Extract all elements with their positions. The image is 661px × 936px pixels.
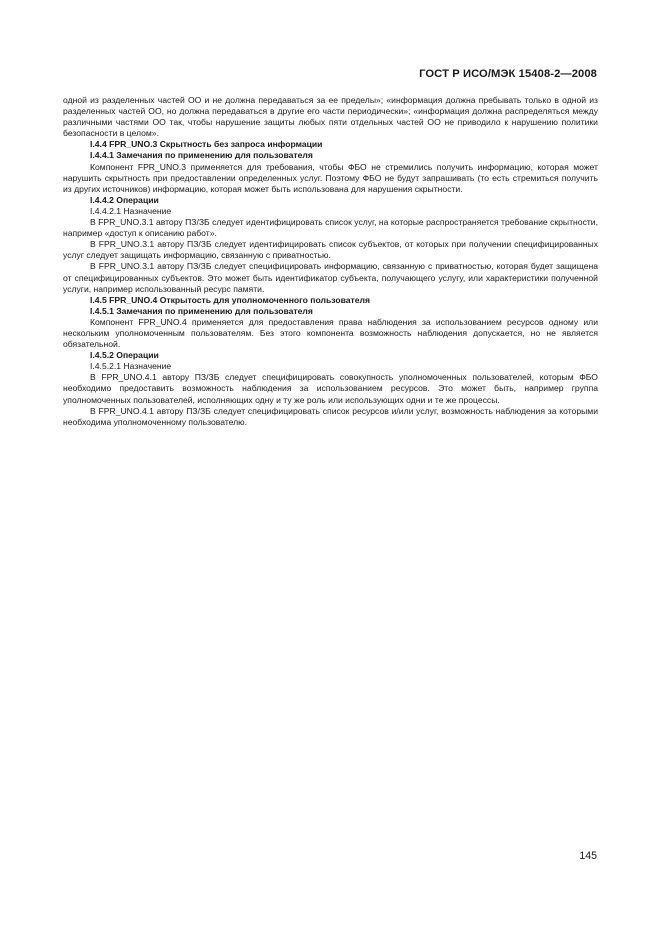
- subsection-heading-i-4-4-2: I.4.4.2 Операции: [90, 194, 159, 205]
- paragraph-fpr-uno3-usage: Компонент FPR_UNO.3 применяется для требования, чтобы ФБО не стремились получить информацию, которая может нарушить скрытность при предоставлении определенных услуг. Поэтому ФБО не будут запрашивать (то есть стремиться получить из других источников) информацию, которая может быть использована для нарушения скрытности.: [63, 161, 598, 194]
- subsection-heading-i-4-4-1: I.4.4.1 Замечания по применению для пользователя: [90, 150, 313, 161]
- paragraph-fpr-uno4-resources: В FPR_UNO.4.1 автору ПЗ/ЗБ следует специфицировать список ресурсов и/или услуг, возможность наблюдения за которыми необходима уполномоченному пользователю.: [63, 405, 598, 427]
- document-body: [63, 95, 598, 428]
- paragraph-fpr-uno3-subjects: В FPR_UNO.3.1 автору ПЗ/ЗБ следует идентифицировать список субъектов, от которых при получении специфицированных услуг следует защищать информацию, связанную с приватностью.: [63, 239, 598, 261]
- subsection-heading-i-4-5-2: I.4.5.2 Операции: [90, 350, 159, 361]
- section-heading-i-4-4: I.4.4 FPR_UNO.3 Скрытность без запроса информации: [90, 139, 323, 150]
- paragraph-fpr-uno4-users: В FPR_UNO.4.1 автору ПЗ/ЗБ следует специфицировать совокупность уполномоченных пользователей, которым ФБО необходимо предоставить возможность наблюдения за использованием ресурсов. Это может быть, например группа уполномоченных пользователей, исполняющих одну и ту же роль или использующих одни и те же процессы.: [63, 372, 598, 405]
- subsubsection-label-i-4-4-2-1: I.4.4.2.1 Назначение: [90, 205, 172, 216]
- subsection-heading-i-4-5-1: I.4.5.1 Замечания по применению для пользователя: [90, 305, 313, 316]
- paragraph-fpr-uno3-information: В FPR_UNO.3.1 автору ПЗ/ЗБ следует специфицировать информацию, связанную с приватностью, которая будет защищена от специфицированных субъектов. Это может быть идентификатор субъекта, получающего услугу, или характеристики полученной услуги, например использованный ресурс памяти.: [63, 261, 598, 294]
- paragraph-fpr-uno3-services: В FPR_UNO.3.1 автору ПЗ/ЗБ следует идентифицировать список услуг, на которые распространяется требование скрытности, например «доступ к описанию работ».: [63, 217, 598, 239]
- page-header-standard-id: ГОСТ Р ИСО/МЭК 15408-2—2008: [419, 68, 597, 80]
- page-number: 145: [579, 850, 597, 862]
- section-heading-i-4-5: I.4.5 FPR_UNO.4 Открытость для уполномоченного пользователя: [90, 294, 370, 305]
- subsubsection-label-i-4-5-2-1: I.4.5.2.1 Назначение: [90, 361, 172, 372]
- paragraph-continuation: одной из разделенных частей ОО и не должна передаваться за ее пределы»; «информация должна пребывать только в одной из разделенных частей ОО, но должна передаваться в другие его части периодически»; «информация должна распределяться между различными частями ОО так, чтобы нарушение защиты любых пяти отдельных частей ОО не приводило к нарушению политики безопасности в целом».: [63, 95, 598, 139]
- paragraph-fpr-uno4-usage: Компонент FPR_UNO.4 применяется для предоставления права наблюдения за использованием ресурсов одному или нескольким уполномоченным пользователям. Без этого компонента возможность наблюдения допускается, но не является обязательной.: [63, 316, 598, 350]
